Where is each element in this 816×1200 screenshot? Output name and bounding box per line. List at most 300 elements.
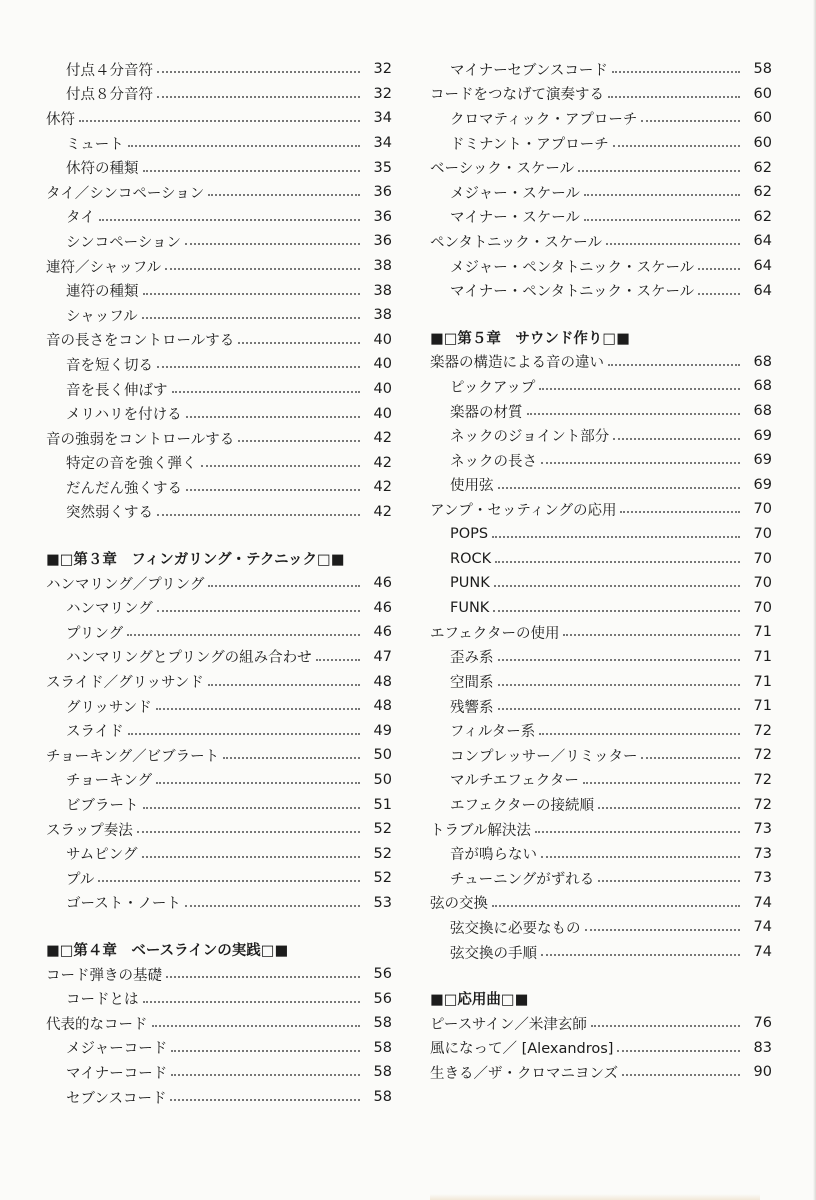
toc-entry[interactable] bbox=[430, 620, 772, 645]
toc-entry-title: ハンマリングとプリングの組み合わせ bbox=[66, 650, 312, 667]
toc-entry-title: 空間系 bbox=[450, 675, 494, 692]
dot-leader bbox=[157, 514, 360, 516]
chapter-heading bbox=[430, 325, 772, 350]
toc-subentry[interactable] bbox=[46, 500, 392, 525]
toc-entry-title: ベーシック・スケール bbox=[430, 161, 575, 178]
toc-entry-title: ネックのジョイント部分 bbox=[450, 429, 610, 446]
dot-leader bbox=[641, 120, 740, 122]
toc-subentry[interactable] bbox=[46, 352, 392, 377]
toc-entry-title: マイナーセブンスコード bbox=[450, 62, 608, 79]
toc-subentry[interactable] bbox=[430, 571, 772, 596]
toc-entry-title: 付点４分音符 bbox=[66, 62, 153, 79]
toc-page-number: 64 bbox=[753, 233, 772, 250]
section-spacer bbox=[430, 303, 772, 321]
dot-leader bbox=[598, 807, 740, 809]
toc-page-number: 60 bbox=[753, 110, 772, 127]
toc-entry-title: グリッサンド bbox=[66, 699, 152, 716]
dot-leader bbox=[498, 659, 741, 661]
toc-subentry[interactable] bbox=[430, 595, 772, 620]
toc-entry-title: トラブル解決法 bbox=[430, 822, 531, 839]
dot-leader bbox=[494, 585, 740, 587]
toc-page-number: 58 bbox=[373, 1089, 392, 1106]
toc-entry[interactable] bbox=[46, 743, 392, 768]
dot-leader bbox=[143, 807, 361, 809]
toc-entry-title: ピースサイン／米津玄師 bbox=[430, 1016, 587, 1033]
toc-page-number: 64 bbox=[753, 282, 772, 299]
toc-entry-title: マイナー・ペンタトニック・スケール bbox=[450, 284, 695, 301]
toc-entry-title: 生きる／ザ・クロマニヨンズ bbox=[430, 1065, 619, 1082]
toc-page-number: 53 bbox=[373, 894, 392, 911]
dot-leader bbox=[208, 585, 360, 587]
toc-subentry[interactable] bbox=[430, 743, 772, 768]
toc-page-number: 35 bbox=[373, 159, 392, 176]
toc-entry-title: 使用弦 bbox=[450, 478, 494, 495]
chapter-heading bbox=[46, 546, 392, 571]
toc-entry-title: メジャー・スケール bbox=[450, 185, 580, 202]
dot-leader bbox=[127, 634, 360, 636]
toc-subentry[interactable] bbox=[46, 986, 392, 1011]
toc-page-number: 69 bbox=[753, 427, 772, 444]
toc-subentry[interactable] bbox=[430, 645, 772, 670]
section-spacer bbox=[46, 524, 392, 542]
dot-leader bbox=[170, 1099, 360, 1101]
toc-page-number: 58 bbox=[373, 1015, 392, 1032]
toc-entry-title: タイ／シンコペーション bbox=[46, 185, 205, 202]
dot-leader bbox=[157, 366, 360, 368]
dot-leader bbox=[238, 440, 360, 442]
toc-entry-title: コンプレッサー／リミッター bbox=[450, 748, 638, 765]
toc-page-number: 48 bbox=[373, 698, 392, 715]
toc-entry-title: だんだん強くする bbox=[66, 480, 182, 497]
toc-page-number: 34 bbox=[373, 110, 392, 127]
toc-subentry[interactable] bbox=[430, 718, 772, 743]
toc-entry-title: タイ bbox=[66, 210, 95, 227]
dot-leader bbox=[608, 364, 740, 366]
dot-leader bbox=[498, 708, 741, 710]
dot-leader bbox=[492, 905, 740, 907]
toc-page-number: 58 bbox=[373, 1064, 392, 1081]
toc-entry[interactable] bbox=[430, 229, 772, 254]
toc-page-number: 42 bbox=[373, 479, 392, 496]
dot-leader bbox=[698, 268, 740, 270]
toc-entry-title: 弦交換に必要なもの bbox=[450, 920, 581, 937]
toc-entry[interactable] bbox=[430, 1036, 772, 1061]
toc-entry[interactable] bbox=[430, 155, 772, 180]
toc-entry-title: コード弾きの基礎 bbox=[46, 967, 162, 984]
toc-entry[interactable] bbox=[430, 891, 772, 916]
dot-leader bbox=[584, 219, 740, 221]
toc-entry-title: ペンタトニック・スケール bbox=[430, 234, 602, 251]
toc-subentry[interactable] bbox=[46, 205, 392, 230]
dot-leader bbox=[583, 782, 740, 784]
toc-entry-title: ミュート bbox=[66, 136, 124, 153]
dot-leader bbox=[208, 194, 360, 196]
dot-leader bbox=[223, 757, 360, 759]
toc-page-number: 68 bbox=[753, 403, 772, 420]
dot-leader bbox=[641, 757, 740, 759]
toc-subentry[interactable] bbox=[46, 866, 392, 891]
toc-subentry[interactable] bbox=[430, 841, 772, 866]
dot-leader bbox=[492, 536, 740, 538]
toc-entry-title: チューニングがずれる bbox=[450, 871, 595, 888]
toc-entry-title: ビブラート bbox=[66, 798, 139, 815]
dot-leader bbox=[185, 905, 360, 907]
toc-page-number: 71 bbox=[753, 698, 772, 715]
toc-entry[interactable] bbox=[430, 817, 772, 842]
chapter-heading-text: ■□第５章 サウンド作り□■ bbox=[430, 330, 630, 347]
toc-page-number: 72 bbox=[753, 771, 772, 788]
toc-subentry[interactable] bbox=[46, 131, 392, 156]
toc-page-number: 69 bbox=[753, 452, 772, 469]
chapter-heading bbox=[430, 986, 772, 1011]
toc-page-number: 68 bbox=[753, 378, 772, 395]
toc-subentry[interactable] bbox=[46, 792, 392, 817]
dot-leader bbox=[612, 71, 740, 73]
dot-leader bbox=[606, 243, 740, 245]
toc-page-number: 56 bbox=[373, 990, 392, 1007]
toc-page-number: 72 bbox=[753, 722, 772, 739]
toc-subentry[interactable] bbox=[46, 718, 392, 743]
toc-subentry[interactable] bbox=[430, 180, 772, 205]
toc-entry-title: POPS bbox=[450, 525, 489, 542]
toc-entry-title: 残響系 bbox=[450, 699, 494, 716]
toc-subentry[interactable] bbox=[46, 1060, 392, 1085]
dot-leader bbox=[156, 782, 360, 784]
toc-page-number: 32 bbox=[373, 85, 392, 102]
toc-entry-title: エフェクターの接続順 bbox=[450, 798, 594, 815]
dot-leader bbox=[539, 733, 740, 735]
toc-page-number: 51 bbox=[373, 796, 392, 813]
toc-page-number: 60 bbox=[753, 85, 772, 102]
dot-leader bbox=[563, 634, 740, 636]
toc-subentry[interactable] bbox=[430, 792, 772, 817]
toc-subentry[interactable] bbox=[46, 303, 392, 328]
toc-page-number: 70 bbox=[753, 575, 772, 592]
toc-entry[interactable] bbox=[46, 1011, 392, 1036]
toc-page-number: 58 bbox=[373, 1039, 392, 1056]
dot-leader bbox=[620, 511, 740, 513]
dot-leader bbox=[79, 120, 360, 122]
toc-subentry[interactable] bbox=[46, 57, 392, 82]
toc-entry-title: プル bbox=[66, 871, 95, 888]
toc-entry-title: マルチエフェクター bbox=[450, 773, 579, 790]
toc-subentry[interactable] bbox=[430, 448, 772, 473]
toc-subentry[interactable] bbox=[430, 205, 772, 230]
dot-leader bbox=[527, 413, 741, 415]
toc-page-number: 76 bbox=[753, 1015, 772, 1032]
dot-leader bbox=[142, 317, 360, 319]
section-spacer bbox=[430, 964, 772, 982]
toc-page-number: 73 bbox=[753, 821, 772, 838]
toc-page-number: 36 bbox=[373, 233, 392, 250]
toc-subentry[interactable] bbox=[46, 82, 392, 107]
toc-entry-title: 楽器の構造による音の違い bbox=[430, 355, 604, 372]
toc-entry-title: ゴースト・ノート bbox=[66, 896, 181, 913]
toc-entry-title: 音が鳴らない bbox=[450, 847, 537, 864]
dot-leader bbox=[157, 71, 360, 73]
toc-entry[interactable] bbox=[46, 571, 392, 596]
toc-entry-title: 音の長さをコントロールする bbox=[46, 333, 235, 350]
toc-page-number: 36 bbox=[373, 184, 392, 201]
toc-entry-title: スラップ奏法 bbox=[46, 822, 133, 839]
toc-entry-title: ネックの長さ bbox=[450, 453, 537, 470]
toc-page-number: 40 bbox=[373, 405, 392, 422]
toc-subentry[interactable] bbox=[46, 595, 392, 620]
dot-leader bbox=[539, 388, 740, 390]
dot-leader bbox=[208, 684, 360, 686]
toc-subentry[interactable] bbox=[430, 768, 772, 793]
toc-subentry[interactable] bbox=[46, 1036, 392, 1061]
toc-page-number: 74 bbox=[753, 919, 772, 936]
dot-leader bbox=[541, 462, 740, 464]
toc-entry-title: アンプ・セッティングの応用 bbox=[430, 502, 617, 519]
toc-entry-title: コードとは bbox=[66, 992, 139, 1009]
toc-page-number: 46 bbox=[373, 624, 392, 641]
toc-page-number: 70 bbox=[753, 501, 772, 518]
toc-page-number: 62 bbox=[753, 208, 772, 225]
toc-page-number: 40 bbox=[373, 356, 392, 373]
toc-subentry[interactable] bbox=[430, 694, 772, 719]
toc-entry-title: シャッフル bbox=[66, 308, 138, 325]
toc-entry-title: サムピング bbox=[66, 847, 138, 864]
toc-entry-title: フィルター系 bbox=[450, 724, 536, 741]
toc-page-number: 74 bbox=[753, 944, 772, 961]
toc-entry-title: 音の強弱をコントロールする bbox=[46, 431, 235, 448]
toc-entry-title: 連符の種類 bbox=[66, 284, 139, 301]
toc-subentry[interactable] bbox=[46, 620, 392, 645]
toc-subentry[interactable] bbox=[46, 841, 392, 866]
toc-page-number: 58 bbox=[753, 61, 772, 78]
dot-leader bbox=[156, 708, 360, 710]
toc-entry-title: クロマティック・アプローチ bbox=[450, 111, 638, 128]
toc-entry-title: チョーキング bbox=[66, 773, 153, 790]
toc-page-number: 36 bbox=[373, 208, 392, 225]
dot-leader bbox=[541, 856, 740, 858]
toc-entry-title: 休符 bbox=[46, 111, 75, 128]
toc-entry-title: マイナー・スケール bbox=[450, 210, 580, 227]
toc-entry-title: マイナーコード bbox=[66, 1065, 168, 1082]
toc-page-number: 73 bbox=[753, 845, 772, 862]
toc-page-number: 62 bbox=[753, 159, 772, 176]
toc-subentry[interactable] bbox=[430, 669, 772, 694]
toc-subentry[interactable] bbox=[430, 254, 772, 279]
dot-leader bbox=[617, 1050, 740, 1052]
dot-leader bbox=[316, 659, 360, 661]
toc-subentry[interactable] bbox=[46, 768, 392, 793]
toc-page-number: 34 bbox=[373, 135, 392, 152]
dot-leader bbox=[622, 1074, 740, 1076]
toc-entry[interactable] bbox=[46, 254, 392, 279]
toc-entry[interactable] bbox=[430, 1011, 772, 1036]
toc-subentry[interactable] bbox=[46, 278, 392, 303]
toc-page-number: 71 bbox=[753, 648, 772, 665]
toc-subentry[interactable] bbox=[430, 278, 772, 303]
dot-leader bbox=[608, 96, 740, 98]
toc-page-number: 72 bbox=[753, 796, 772, 813]
dot-leader bbox=[98, 880, 360, 882]
toc-entry-title: プリング bbox=[66, 625, 124, 642]
toc-entry[interactable] bbox=[430, 1060, 772, 1085]
toc-entry-title: 連符／シャッフル bbox=[46, 259, 162, 276]
toc-page-number: 83 bbox=[753, 1039, 772, 1056]
toc-page-number: 42 bbox=[373, 430, 392, 447]
toc-page-number: 62 bbox=[753, 184, 772, 201]
toc-subentry[interactable] bbox=[46, 645, 392, 670]
toc-page-number: 72 bbox=[753, 747, 772, 764]
toc-subentry[interactable] bbox=[46, 891, 392, 916]
toc-entry[interactable] bbox=[46, 426, 392, 451]
toc-entry-title: 弦の交換 bbox=[430, 896, 488, 913]
dot-leader bbox=[142, 856, 361, 858]
dot-leader bbox=[186, 416, 360, 418]
toc-subentry[interactable] bbox=[430, 106, 772, 131]
chapter-heading-text: ■□応用曲□■ bbox=[430, 992, 529, 1009]
toc-entry-title: メリハリを付ける bbox=[66, 407, 182, 424]
toc-subentry[interactable] bbox=[430, 374, 772, 399]
toc-page-number: 90 bbox=[753, 1064, 772, 1081]
toc-page-number: 70 bbox=[753, 550, 772, 567]
dot-leader bbox=[152, 1025, 361, 1027]
toc-entry-title: 音を長く伸ばす bbox=[66, 382, 168, 399]
chapter-heading-text: ■□第４章 ベースラインの実践□■ bbox=[46, 942, 289, 959]
chapter-heading-text: ■□第３章 フィンガリング・テクニック□■ bbox=[46, 552, 345, 569]
toc-page-number: 52 bbox=[373, 821, 392, 838]
toc-subentry[interactable] bbox=[46, 155, 392, 180]
toc-entry-title: 音を短く切る bbox=[66, 357, 153, 374]
toc-entry[interactable] bbox=[430, 82, 772, 107]
dot-leader bbox=[613, 438, 740, 440]
dot-leader bbox=[585, 929, 741, 931]
toc-entry-title: 特定の音を強く弾く bbox=[66, 456, 197, 473]
toc-page-number: 71 bbox=[753, 673, 772, 690]
toc-entry-title: ピックアップ bbox=[450, 379, 536, 396]
toc-entry-title: 風になって／ [Alexandros] bbox=[430, 1041, 614, 1058]
toc-entry-title: 付点８分音符 bbox=[66, 87, 153, 104]
toc-entry-title: 歪み系 bbox=[450, 650, 494, 667]
dot-leader bbox=[185, 243, 360, 245]
toc-page-number: 60 bbox=[753, 135, 772, 152]
dot-leader bbox=[128, 733, 360, 735]
toc-page-number: 52 bbox=[373, 870, 392, 887]
dot-leader bbox=[143, 293, 361, 295]
toc-entry[interactable] bbox=[430, 350, 772, 375]
toc-page-number: 70 bbox=[753, 525, 772, 542]
toc-entry[interactable] bbox=[430, 497, 772, 522]
dot-leader bbox=[584, 194, 740, 196]
dot-leader bbox=[137, 831, 360, 833]
toc-entry-title: ドミナント・アプローチ bbox=[450, 136, 609, 153]
toc-entry-title: セブンスコード bbox=[66, 1090, 167, 1107]
toc-entry-title: 休符の種類 bbox=[66, 161, 139, 178]
toc-entry[interactable] bbox=[46, 328, 392, 353]
toc-entry[interactable] bbox=[46, 962, 392, 987]
toc-page-number: 32 bbox=[373, 61, 392, 78]
toc-page-number: 42 bbox=[373, 503, 392, 520]
dot-leader bbox=[535, 831, 740, 833]
toc-subentry[interactable] bbox=[430, 546, 772, 571]
toc-page-number: 46 bbox=[373, 575, 392, 592]
dot-leader bbox=[201, 465, 361, 467]
toc-subentry[interactable] bbox=[430, 131, 772, 156]
toc-subentry[interactable] bbox=[46, 229, 392, 254]
dot-leader bbox=[172, 391, 361, 393]
toc-entry-title: スライド／グリッサンド bbox=[46, 675, 204, 692]
dot-leader bbox=[99, 219, 360, 221]
toc-entry[interactable] bbox=[46, 180, 392, 205]
dot-leader bbox=[166, 976, 360, 978]
toc-subentry[interactable] bbox=[430, 940, 772, 965]
toc-page-number: 49 bbox=[373, 722, 392, 739]
toc-subentry[interactable] bbox=[430, 915, 772, 940]
paper-stain bbox=[430, 1194, 760, 1200]
toc-subentry[interactable] bbox=[46, 401, 392, 426]
toc-page-number: 64 bbox=[753, 258, 772, 275]
toc-subentry[interactable] bbox=[46, 377, 392, 402]
toc-page-number: 70 bbox=[753, 599, 772, 616]
dot-leader bbox=[698, 293, 740, 295]
toc-entry-title: 弦交換の手順 bbox=[450, 945, 537, 962]
toc-subentry[interactable] bbox=[430, 522, 772, 547]
dot-leader bbox=[171, 1050, 360, 1052]
toc-entry[interactable] bbox=[46, 817, 392, 842]
dot-leader bbox=[171, 1074, 360, 1076]
toc-subentry[interactable] bbox=[46, 1085, 392, 1110]
dot-leader bbox=[238, 342, 360, 344]
dot-leader bbox=[143, 170, 361, 172]
dot-leader bbox=[541, 954, 740, 956]
toc-entry[interactable] bbox=[46, 106, 392, 131]
toc-page-number: 73 bbox=[753, 870, 772, 887]
toc-subentry[interactable] bbox=[46, 475, 392, 500]
toc-subentry[interactable] bbox=[430, 399, 772, 424]
dot-leader bbox=[143, 1001, 361, 1003]
toc-subentry[interactable] bbox=[430, 423, 772, 448]
toc-page-number: 68 bbox=[753, 353, 772, 370]
toc-page-number: 42 bbox=[373, 454, 392, 471]
toc-entry[interactable] bbox=[46, 669, 392, 694]
toc-entry-title: メジャーコード bbox=[66, 1041, 168, 1058]
dot-leader bbox=[186, 489, 360, 491]
toc-subentry[interactable] bbox=[430, 473, 772, 498]
dot-leader bbox=[613, 145, 740, 147]
dot-leader bbox=[598, 880, 740, 882]
dot-leader bbox=[591, 1025, 740, 1027]
toc-subentry[interactable] bbox=[46, 694, 392, 719]
dot-leader bbox=[157, 610, 360, 612]
toc-entry-title: ROCK bbox=[450, 550, 492, 567]
dot-leader bbox=[498, 684, 741, 686]
toc-page-number: 71 bbox=[753, 624, 772, 641]
toc-entry-title: 楽器の材質 bbox=[450, 404, 523, 421]
toc-entry-title: コードをつなげて演奏する bbox=[430, 87, 604, 104]
toc-page-number: 69 bbox=[753, 476, 772, 493]
toc-entry-title: メジャー・ペンタトニック・スケール bbox=[450, 259, 695, 276]
toc-entry-title: 代表的なコード bbox=[46, 1016, 148, 1033]
toc-entry-title: ハンマリング／プリング bbox=[46, 576, 205, 593]
dot-leader bbox=[157, 96, 360, 98]
toc-subentry[interactable] bbox=[46, 451, 392, 476]
dot-leader bbox=[128, 145, 360, 147]
toc-page-number: 38 bbox=[373, 307, 392, 324]
toc-subentry[interactable] bbox=[430, 57, 772, 82]
toc-entry-title: 突然弱くする bbox=[66, 505, 153, 522]
toc-page-number: 46 bbox=[373, 599, 392, 616]
toc-entry-title: シンコペーション bbox=[66, 234, 182, 251]
toc-entry-title: エフェクターの使用 bbox=[430, 625, 560, 642]
dot-leader bbox=[493, 610, 740, 612]
toc-page-number: 74 bbox=[753, 894, 772, 911]
toc-subentry[interactable] bbox=[430, 866, 772, 891]
